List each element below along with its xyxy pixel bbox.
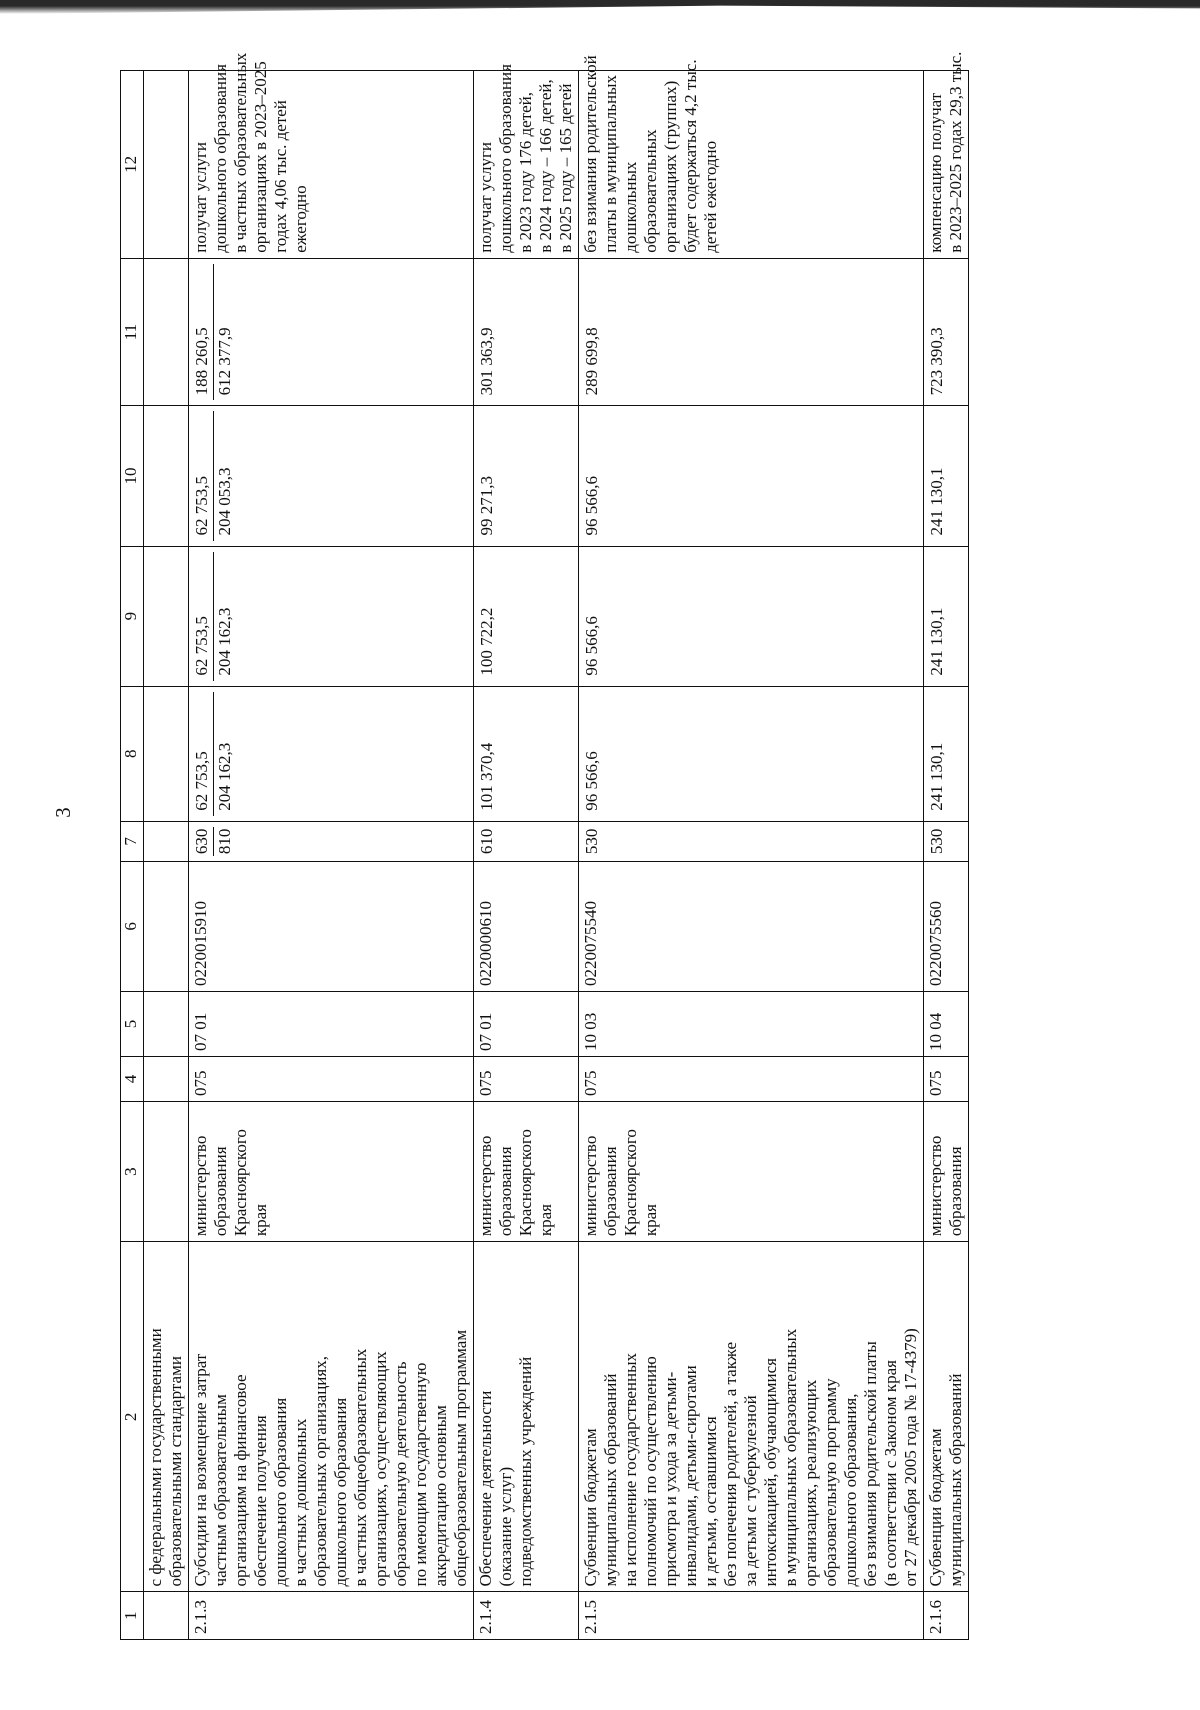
responsible-agency [579,1102,924,1242]
amount-value: 62 753,5 [192,616,211,676]
result-line: компенсацию получат [926,92,945,253]
scan-edge [0,0,1200,14]
result-line: в 2023 году 176 детей, [516,92,535,253]
measure-name-line: дошкольного образования [271,1397,290,1587]
measure-name-line: полномочий по осуществлению [641,1356,660,1587]
target-article-code: 0220000610 [474,861,579,991]
section-code: 07 01 [474,991,579,1056]
amount-value: 96 566,6 [582,616,601,676]
measure-name-line: общеобразовательным программам [451,1329,470,1587]
target-article-code: 0220075540 [579,861,924,991]
amount-2023 [924,686,969,821]
agency-line: Красноярского [231,1129,250,1237]
amount-2024 [189,546,474,686]
measure-name [144,1242,189,1592]
amount-value: 99 271,3 [477,476,496,536]
target-article-code: 0220075560 [924,861,969,991]
measure-name-line: Субвенции бюджетам [926,1428,945,1587]
row-number: 2.1.6 [924,1592,969,1640]
measure-name-line: и детьми, оставшимися [701,1416,720,1587]
result-line: ежегодно [291,185,310,253]
amount-2023 [579,686,924,821]
measure-name-line: Обеспечение деятельности [476,1390,495,1587]
page-number: 3 [50,807,75,818]
measure-name-line: от 27 декабря 2005 года № 17-4379) [901,1328,920,1587]
result-line: получат услуги [476,141,495,253]
grbs-code [144,1056,189,1101]
agency-line: образования [496,1146,515,1237]
row-number [144,1592,189,1640]
table-row [924,71,969,1640]
result-line: в 2023–2025 годах 29,3 тыс. [946,51,965,253]
amount-value: 241 130,1 [927,467,946,536]
amount-value: 241 130,1 [927,607,946,676]
expected-result [579,55,924,259]
result-line: в 2025 году – 165 детей [556,83,575,253]
result-line: дошкольного образования [211,64,230,253]
agency-line: края [536,1204,555,1237]
agency-line: края [251,1204,270,1237]
agency-line: министерство [926,1135,945,1237]
measure-name-line: инвалидами, детьми-сиротами [681,1365,700,1587]
responsible-agency [924,1102,969,1242]
target-article-code [144,861,189,991]
section-code: 10 03 [579,991,924,1056]
amount-2025 [474,406,579,546]
amount-2024 [474,546,579,686]
col-header: 5 [121,991,144,1056]
grbs-code: 075 [474,1056,579,1101]
agency-line: министерство [581,1135,600,1237]
amount-2025 [924,406,969,546]
table-row [474,71,579,1640]
measure-name-line: Субсидии на возмещение затрат [191,1353,210,1587]
amount-value: 204 162,3 [213,692,236,816]
result-line: дошкольных [621,161,640,253]
measure-name [474,1242,579,1592]
amount-value: 62 753,5 [192,751,211,811]
measure-name-line: с федеральными государственными [146,1328,165,1587]
measure-name-line: (оказание услуг) [496,1466,515,1587]
target-article-code: 0220015910 [189,861,474,991]
result-line: годах 4,06 тыс. детей [271,100,290,253]
result-line: платы в муниципальных [601,75,620,253]
agency-line: края [641,1204,660,1237]
measure-name-line: интоксикацией, обучающимися [761,1357,780,1587]
grbs-code: 075 [924,1056,969,1101]
amount-total [474,258,579,406]
expense-type-value: 610 [477,828,496,855]
measure-name-line: организациях, реализующих [801,1379,820,1587]
agency-line: Красноярского [621,1129,640,1237]
result-line: организациях (группах) [661,80,680,253]
amount-2023 [474,686,579,821]
expense-type-value: 530 [927,828,946,855]
agency-line: образования [946,1146,965,1237]
amount-2023 [144,686,189,821]
col-header: 9 [121,546,144,686]
col-header: 6 [121,861,144,991]
header-row [121,71,144,1640]
amount-value: 101 370,4 [477,742,496,811]
expense-type-code [474,821,579,861]
amount-2025 [144,406,189,546]
expense-type-code [579,821,924,861]
expense-type-value: 530 [582,828,601,855]
table-body [144,51,969,1640]
measure-name-line: образовательными стандартами [166,1356,185,1587]
table-row [189,71,474,1640]
result-line: в 2024 году – 166 детей, [536,79,555,253]
measure-name-line: без взимания родительской платы [861,1341,880,1587]
section-code: 10 04 [924,991,969,1056]
responsible-agency [144,1102,189,1242]
section-code [144,991,189,1056]
expense-type-code [924,821,969,861]
measure-name-line: образовательную деятельность [391,1361,410,1587]
amount-value: 188 260,5 [192,327,211,396]
result-line: образовательных [641,129,660,253]
agency-line: образования [601,1146,620,1237]
measure-name-line: дошкольного образования [331,1397,350,1587]
expected-result [474,64,579,259]
measure-name-line: без попечения родителей, а также [721,1341,740,1587]
expense-type-value: 810 [215,828,234,855]
table-row [579,71,924,1640]
row-number: 2.1.3 [189,1592,474,1640]
section-code: 07 01 [189,991,474,1056]
measure-name-line: частным образовательным [211,1394,230,1587]
col-header: 2 [121,1242,144,1592]
result-line: в частных образовательных [231,52,250,253]
amount-value: 241 130,1 [927,742,946,811]
measure-name-line: за детьми с туберкулезной [741,1395,760,1587]
responsible-agency [189,1102,474,1242]
amount-2025 [189,406,474,546]
expected-result [189,52,474,259]
expected-result [144,71,189,259]
amount-value: 100 722,2 [477,607,496,676]
measure-name-line: муниципальных образований [946,1373,965,1587]
amount-2025 [579,406,924,546]
table-row [144,71,189,1640]
amount-2024 [924,546,969,686]
col-header: 1 [121,1592,144,1640]
agency-line: министерство [191,1135,210,1237]
result-line: без взимания родительской [581,55,600,253]
expense-type-code [144,821,189,861]
measure-name-line: образовательных организациях, [311,1356,330,1587]
amount-total [924,258,969,406]
measure-name-line: присмотра и ухода за детьми- [661,1371,680,1587]
col-header: 7 [121,821,144,861]
amount-total [579,258,924,406]
budget-table [120,51,969,1640]
amount-value: 62 753,5 [192,476,211,536]
agency-line: министерство [476,1135,495,1237]
amount-value: 301 363,9 [477,327,496,396]
agency-line: образования [211,1146,230,1237]
amount-value: 204 162,3 [213,552,236,681]
amount-total [189,258,474,406]
measure-name-line: Субвенции бюджетам [581,1428,600,1587]
amount-2024 [579,546,924,686]
col-header: 10 [121,406,144,546]
measure-name [579,1242,924,1592]
amount-value: 723 390,3 [927,327,946,396]
result-line: детей ежегодно [701,140,720,253]
col-header: 4 [121,1056,144,1101]
row-number: 2.1.5 [579,1592,924,1640]
rotated-table-wrapper [120,51,1070,1640]
measure-name-line: на исполнение государственных [621,1352,640,1587]
measure-name-line: обеспечение получения [251,1415,270,1587]
measure-name-line: организациях, осуществляющих [371,1351,390,1587]
col-header: 8 [121,686,144,821]
amount-value: 612 377,9 [213,264,236,401]
amount-value: 96 566,6 [582,476,601,536]
amount-value: 204 053,3 [213,411,236,540]
amount-value: 96 566,6 [582,751,601,811]
measure-name-line: дошкольного образования, [841,1393,860,1587]
amount-total [144,258,189,406]
measure-name-line: подведомственных учреждений [516,1356,535,1587]
measure-name-line: муниципальных образований [601,1373,620,1587]
measure-name-line: в муниципальных образовательных [781,1328,800,1587]
result-line: получат услуги [191,141,210,253]
result-line: будет содержаться 4,2 тыс. [681,59,700,253]
col-header: 11 [121,258,144,406]
expected-result [924,51,969,259]
amount-2023 [189,686,474,821]
result-line: дошкольного образования [496,64,515,253]
measure-name-line: образовательную программу [821,1378,840,1587]
grbs-code: 075 [579,1056,924,1101]
agency-line: Красноярского [516,1129,535,1237]
col-header: 12 [121,71,144,259]
result-line: организациях в 2023–2025 [251,61,270,253]
grbs-code: 075 [189,1056,474,1101]
responsible-agency [474,1102,579,1242]
measure-name [924,1242,969,1592]
measure-name-line: в частных дошкольных [291,1418,310,1587]
measure-name-line: по имеющим государственную [411,1362,430,1587]
measure-name-line: (в соответствии с Законом края [881,1360,900,1587]
expense-type-value: 630 [192,828,211,855]
measure-name-line: организациям на финансовое [231,1374,250,1587]
col-header: 3 [121,1102,144,1242]
row-number: 2.1.4 [474,1592,579,1640]
amount-2024 [144,546,189,686]
measure-name-line: в частных общеобразовательных [351,1348,370,1587]
measure-name-line: аккредитацию основным [431,1405,450,1587]
measure-name [189,1242,474,1592]
amount-value: 289 699,8 [582,327,601,396]
expense-type-code [189,821,474,861]
